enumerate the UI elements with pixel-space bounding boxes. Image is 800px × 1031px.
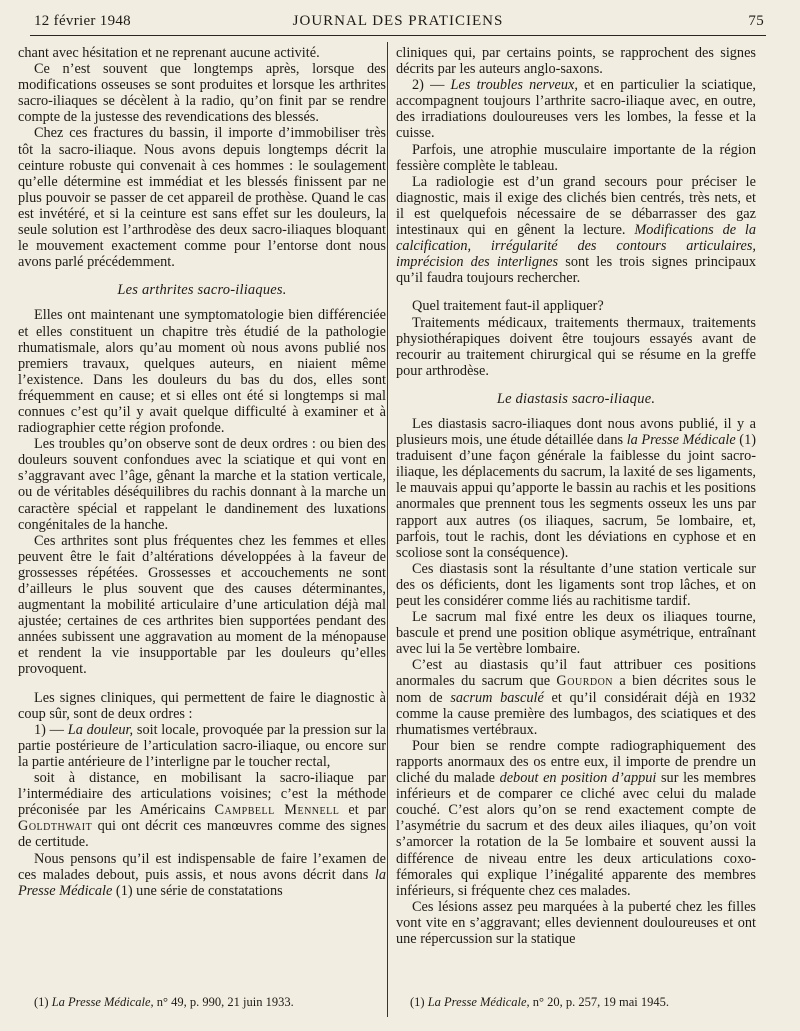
text-run: (1) une série de constatations [112,882,283,899]
paragraph: Ces diastasis sont la résultante d’une station verticale sur des os déficients, dont les ligaments sont trop lâches, et on peut les considérer comme liés au rachitisme tardif. [396,560,756,609]
text-run: a bien décrites sous le nom de [396,673,756,706]
issue-date: 12 février 1948 [34,13,131,29]
paragraph [396,416,756,561]
text-run: (1) traduisent d’une façon générale la faiblesse du joint sacro-iliaque, les déplacements du sacrum, la laxité de ses ligaments, le mauvais appui qu’apporte le bassin au rachis et les positions anormales que prennent tous les segments osseux les uns par rapport aux autres (os iliaques, sacrum, 5e lombaire, et, parfois, tout le rachis, dont les déviations en cyphose et en scoliose sont la conséquence). [396,432,756,561]
paragraph: Le sacrum mal fixé entre les deux os iliaques tourne, bascule et prend une position oblique asymétrique, entraînant avec lui la 5e vertèbre lombaire. [396,609,756,658]
text-run: et en particulier la sciatique, accompagnent toujours l’arthrite sacro-iliaque avec, en outre, des irradiations douloureuses vers les lombes, la fesse et la cuisse. [396,77,756,142]
footnote-number: (1) [410,995,428,1009]
author-name: Gourdon [556,673,614,690]
paragraph: Les signes cliniques, qui permettent de faire le diagnostic à coup sûr, sont de deux ordres : [18,689,386,722]
column-divider [387,42,388,1017]
paragraph: Chez ces fractures du bassin, il importe d’immobiliser très tôt la sacro-iliaque. Nous avons depuis longtemps décrit la ceinture robuste qui convenait à ces hommes : le soulagement qu’elle détermine est immédiat et les blessés finissent par ne plus pouvoir se passer de cet appareil de prothèse. Quand le cas est invétéré, et si la ceinture est sans effet sur les douleurs, la seule solution est l’arthrodèse des deux sacro-iliaques bloquant le mouvement exactement comme pour l’entorse dont nous avons parlé précédemment. [18,125,386,271]
journal-title: JOURNAL DES PRATICIENS [292,13,504,29]
text-run: Nous pensons qu’il est indispensable de faire l’examen de ces malades debout, puis assis, et nous avons décrit dans [18,850,386,883]
emphasis: Modifications de la calcification, irrégularité des contours articulaires, imprécision des interlignes [396,222,756,271]
section-heading-diastasis: Le diastasis sacro-iliaque. [496,390,656,407]
paragraph: Elles ont maintenant une symptomatologie bien différenciée et elles constituent un chapitre très étudié de la pathologie rhumatismale, alors qu’au moment où nous avons publié nos premiers travaux, quelques auteurs, en niaient même l’existence. Dans les douleurs du bas du dos, elles sont fréquemment en cause; et si elles ont été si longtemps si mal connues c’est qu’il y avait quelque difficulté à examiner et à radiographier cette région profonde. [18,307,386,437]
paragraph [396,738,756,899]
footnote-number: (1) [34,995,52,1009]
right-column [396,45,756,967]
emphasis: sacrum basculé [450,689,544,706]
list-marker: 1) — [34,721,68,738]
text-run: Pour bien se rendre compte radiographiquement des rapports anormaux des os entre eux, il importe de prendre un cliché du malade [396,737,756,787]
emphasis: la Presse Médicale [18,866,386,899]
text-run: Les diastasis sacro-iliaques dont nous avons publié, il y a plusieurs mois, une étude détaillée dans [396,415,756,449]
paragraph: Parfois, une atrophie musculaire importante de la région fessière complète le tableau. [396,141,756,174]
text-run: C’est au diastasis qu’il faut attribuer ces positions anormales du sacrum que [396,657,756,690]
paragraph [18,770,386,850]
text-run: et par [339,802,386,819]
page-number: 75 [748,13,764,29]
paragraph [396,657,756,737]
emphasis: La douleur, [67,721,134,738]
paragraph: Ces arthrites sont plus fréquentes chez les femmes et elles peuvent être le fait d’altérations développées à la faveur de grossesses répétées. Grossesses et accouchements ne sont d’ailleurs le plus souvent que des causes déterminantes, augmentant la mobilité articulaire d’une articulation déjà mal ajustée; certaines de ces arthrites bien supportées pendant des années subissent une aggravation au moment de la ménopause et rendent la vie insupportable par les douleurs qu’elles provoquent. [18,532,386,678]
paragraph: Ce n’est souvent que longtemps après, lorsque des modifications osseuses se sont produites et lorsque les arthrites sacro-iliaques se décèlent à la radio, qu’on finit par se rendre compte de la justesse des revendications des blessés. [18,61,386,126]
paragraph: Les troubles qu’on observe sont de deux ordres : ou bien des douleurs souvent confondues avec la sciatique et qui vont en s’aggravant avec l’âge, gênant la marche et la station verticale, ou de véritables déséquilibres du rachis donnant à la marche un caractère spécial et rappelant le dandinement des luxations congénitales de la hanche. [18,436,386,533]
paragraph: cliniques qui, par certains points, se rapprochent des signes décrits par les auteurs anglo-saxons. [396,45,756,78]
paragraph [396,77,756,141]
author-name: Campbell Mennell [214,802,340,819]
section-heading-arthrites: Les arthrites sacro-iliaques. [117,282,287,299]
author-name: Goldthwait [18,818,93,835]
footnote-left [34,995,294,1010]
paragraph [18,851,386,899]
footnote-detail: n° 20, p. 257, 19 mai 1945. [529,995,670,1009]
emphasis: debout en position d’appui [499,770,657,787]
emphasis: la Presse Médicale [626,432,736,449]
text-run: sur les membres inférieurs et de comparer ce cliché avec celui du malade couché. C’est alors qu’on se rend exactement compte de l’asymétrie du sacrum et des deux ailes iliaques, qu’on voit s’amorcer la rotation de la 5e lombaire et souvent aussi la différence de niveau entre les deux articulations coxo-fémorales qui explique l’inégalité apparente des membres inférieurs, si fréquente chez ces malades. [396,770,756,899]
paragraph [18,722,386,770]
emphasis: Les troubles nerveux, [450,77,578,94]
footnote-source: La Presse Médicale, [51,995,154,1009]
text-run: La radiologie est d’un grand secours pour préciser le diagnostic, mais il exige des clichés bien centrés, très nets, et il est quelquefois nécessaire de se débarrasser des gaz intestinaux qui en gênent la lecture. [396,173,756,239]
footnote-detail: n° 49, p. 990, 21 juin 1933. [153,995,294,1009]
text-run: et qu’il considérait déjà en 1932 comme la cause première des lumbagos, des sciatiques et des rhumatismes vertébraux. [396,689,756,738]
list-marker: 2) — [412,77,451,94]
text-run: sont les trois signes principaux qu’il faudra toujours rechercher. [396,254,756,287]
text-run: qui ont décrit ces manœuvres comme des signes de certitude. [18,818,386,851]
text-run: soit locale, provoquée par la pression sur la partie postérieure de l’articulation sacro-iliaque, ou encore sur la partie antérieure de l’interligne par le toucher rectal, [18,721,386,770]
paragraph: Traitements médicaux, traitements thermaux, traitements physiothérapiques doivent être toujours essayés avant de recourir au traitement chirurgical qui se résume en la greffe pour arthrodèse. [396,314,756,379]
paragraph [396,174,756,287]
text-run: soit à distance, en mobilisant la sacro-iliaque par l’intermédiaire des articulations voisines; c’est la méthode préconisée par les Américains [18,770,386,819]
paragraph: Ces lésions assez peu marquées à la puberté chez les filles vont vite en s’aggravant; elles deviennent douloureuses et ont une répercussion sur la statique [396,898,756,947]
footnote-source: La Presse Médicale, [427,995,530,1009]
paragraph: Quel traitement faut-il appliquer? [412,298,604,315]
paragraph: chant avec hésitation et ne reprenant aucune activité. [18,45,320,61]
running-header [30,9,766,36]
footnote-right [410,995,669,1010]
left-column [18,45,386,967]
